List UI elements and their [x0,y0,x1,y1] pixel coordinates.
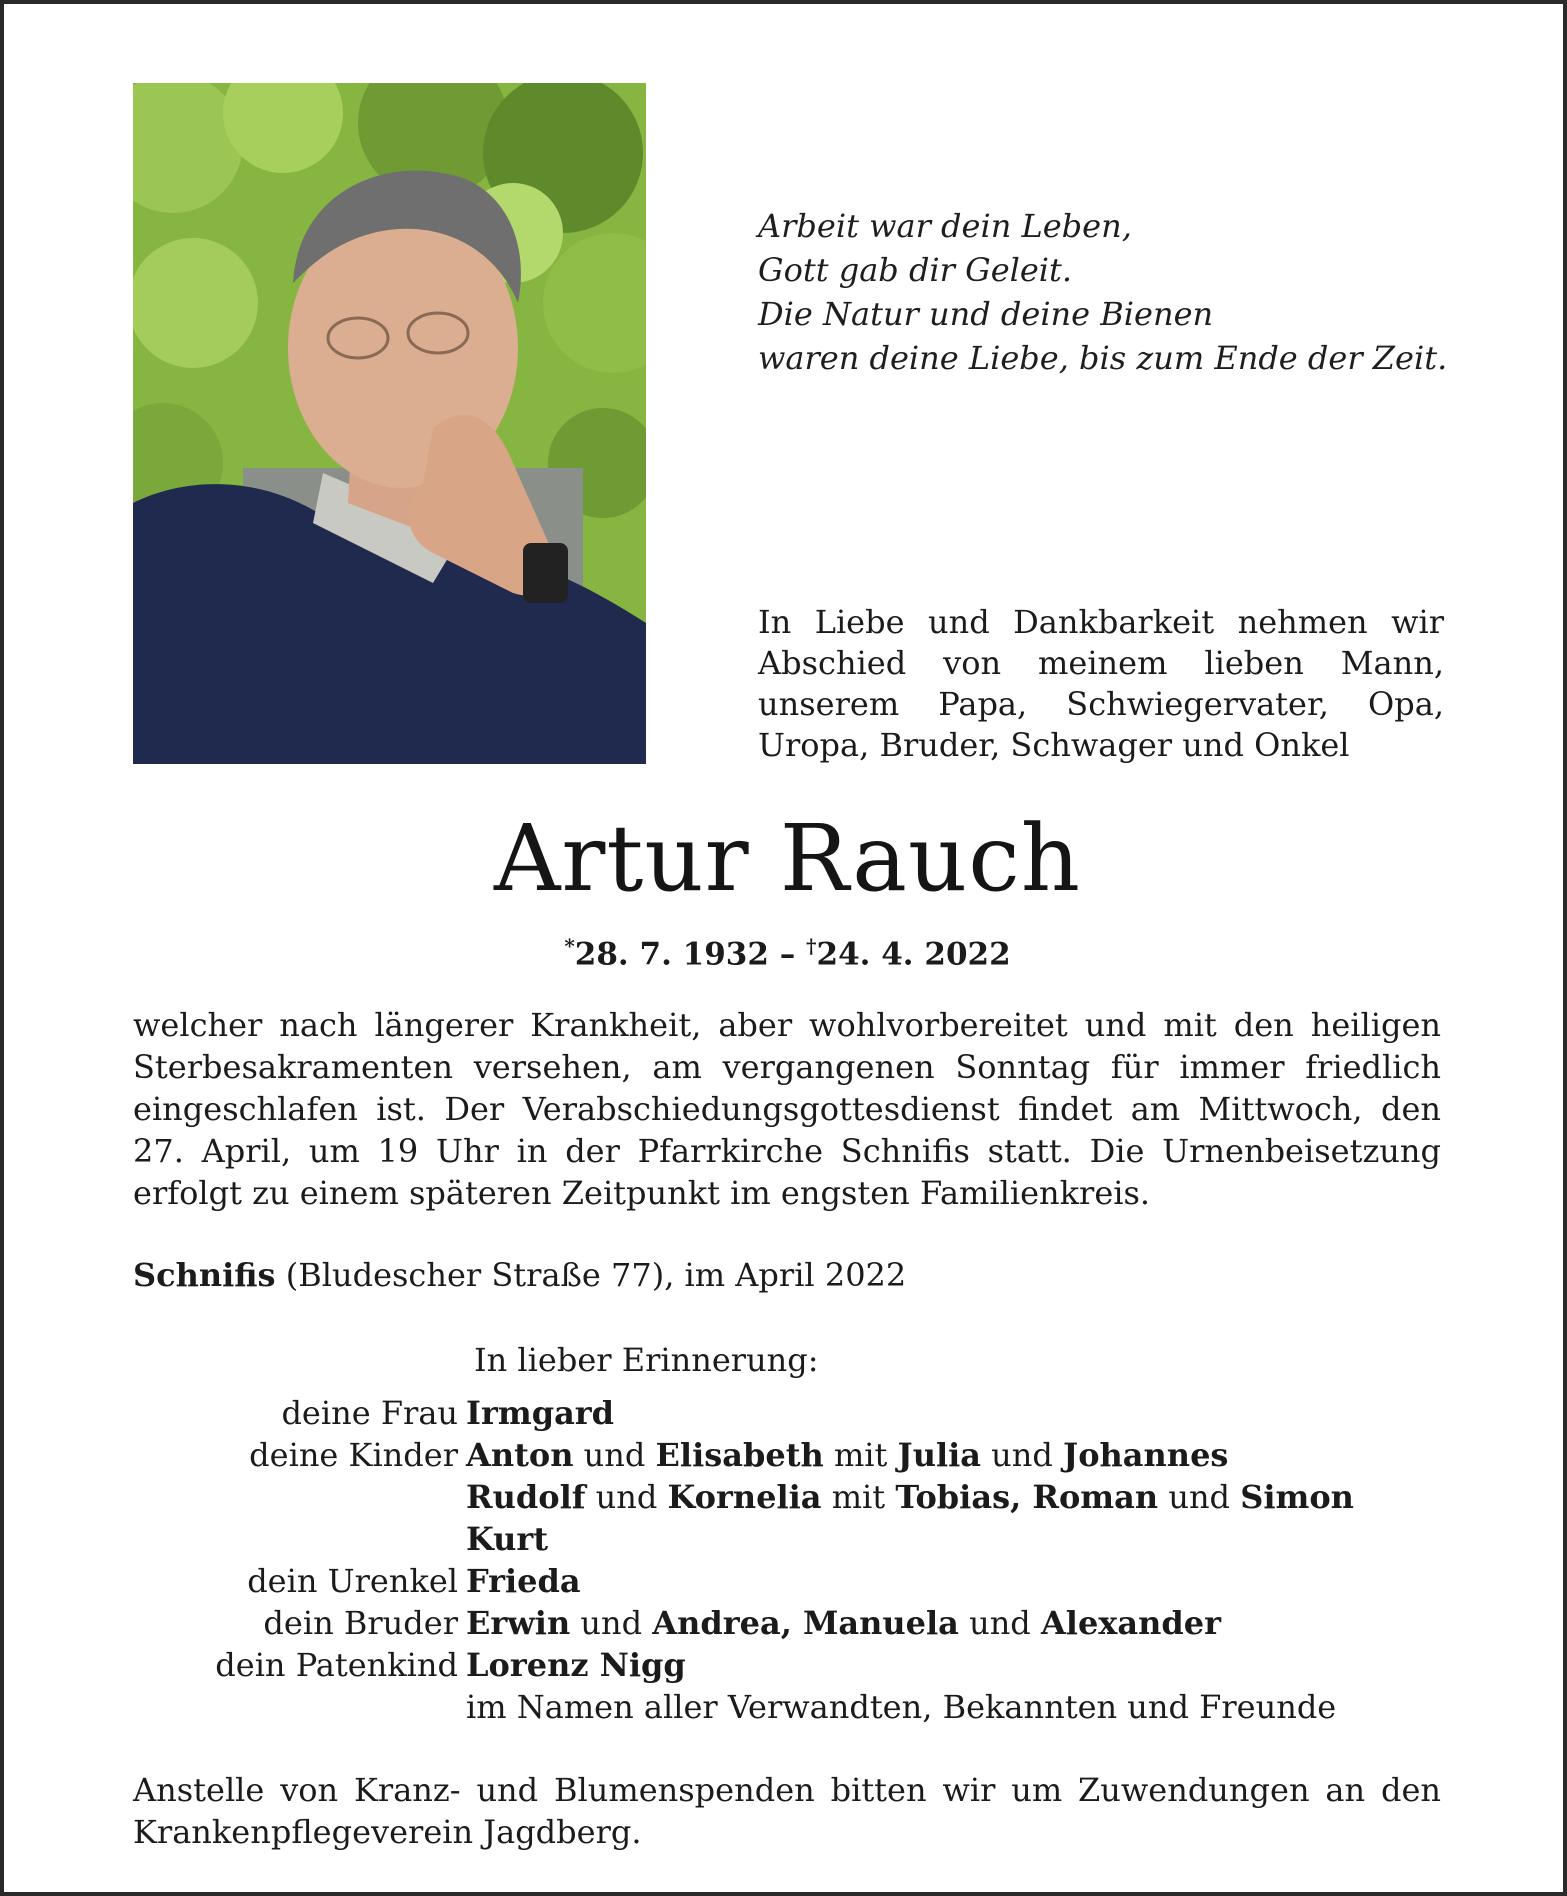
family-row [133,1602,1453,1644]
connector-text: und [573,1436,656,1474]
birth-mark: * [564,934,575,958]
family-member-name: Andrea, Manuela [652,1604,959,1642]
town-name: Schnifis [133,1256,276,1294]
family-relation [133,1476,466,1518]
death-mark: † [806,934,817,958]
family-names [466,1518,1453,1560]
family-member-name: Elisabeth [655,1436,824,1474]
family-member-name: Rudolf [466,1478,586,1516]
memorial-poem [758,204,1447,380]
family-member-name: Kornelia [667,1478,822,1516]
family-row [133,1686,1453,1728]
connector-text: mit [821,1478,896,1516]
family-relation: deine Frau [281,1394,458,1432]
family-relation: dein Urenkel [247,1562,458,1600]
family-list [133,1392,1453,1728]
portrait-illustration [133,83,646,764]
connector-text: und [585,1478,668,1516]
family-names [466,1560,1453,1602]
connector-text: und [570,1604,653,1642]
poem-line: Die Natur und deine Bienen [758,295,1214,333]
family-member-name: Julia [897,1436,981,1474]
connector-text: und [1158,1478,1241,1516]
poem-line: Gott gab dir Geleit. [758,251,1073,289]
birth-date: 28. 7. 1932 [574,936,769,973]
family-row [133,1434,1453,1476]
family-relation: deine Kinder [249,1436,458,1474]
connector-text: und [958,1604,1041,1642]
family-member-name: Erwin [466,1604,571,1642]
family-member-name: Irmgard [466,1394,615,1432]
family-row [133,1518,1453,1560]
family-row [133,1392,1453,1434]
family-member-name: Anton [466,1436,574,1474]
memory-heading: In lieber Erinnerung: [474,1341,819,1379]
poem-line: waren deine Liebe, bis zum Ende der Zeit. [758,339,1448,377]
family-member-name: Kurt [466,1520,549,1558]
death-date: 24. 4. 2022 [816,936,1011,973]
family-names [466,1476,1453,1518]
connector-text: mit [823,1436,898,1474]
family-relation [133,1686,466,1728]
deceased-name: Artur Rauch [493,805,1082,912]
family-names [466,1644,1453,1686]
date-separator: – [768,936,807,973]
family-row [133,1644,1453,1686]
poem-line: Arbeit war dein Leben, [758,207,1132,245]
portrait-photo [133,83,646,764]
family-member-name: Frieda [466,1562,581,1600]
family-row [133,1476,1453,1518]
family-names [466,1434,1453,1476]
family-names [466,1686,1453,1728]
donation-note: Anstelle von Kranz- und Blumenspenden bitten wir um Zuwendungen an den Krankenpflegeverein Jagdberg. [133,1771,1441,1851]
family-member-name: Lorenz Nigg [466,1646,686,1684]
family-member-name: Tobias, Roman [895,1478,1159,1516]
farewell-intro: In Liebe und Dankbarkeit nehmen wir Abschied von meinem lieben Mann, unserem Papa, Schwiegervater, Opa, Uropa, Bruder, Schwager und Onkel [758,603,1444,764]
family-member-name: Alexander [1040,1604,1221,1642]
family-names [466,1602,1453,1644]
family-member-name: Simon [1240,1478,1354,1516]
family-names [466,1392,1453,1434]
place-and-date [133,1254,906,1296]
address-and-month: (Bludescher Straße 77), im April 2022 [275,1256,907,1294]
connector-text: im Namen aller Verwandten, Bekannten und Freunde [466,1688,1337,1726]
family-relation: dein Patenkind [215,1646,458,1684]
connector-text: und [981,1436,1064,1474]
family-member-name: Johannes [1063,1436,1229,1474]
life-dates [4,934,1567,972]
family-relation [133,1518,466,1560]
family-row [133,1560,1453,1602]
family-relation: dein Bruder [263,1604,458,1642]
announcement-text: welcher nach längerer Krankheit, aber wohlvorbereitet und mit den heiligen Sterbesakramenten versehen, am vergangenen Sonntag für immer friedlich eingeschlafen ist. Der Verabschiedungsgottesdienst findet am Mittwoch, den 27. April, um 19 Uhr in der Pfarrkirche Schnifis statt. Die Urnenbeisetzung erfolgt zu einem späteren Zeitpunkt im engsten Familienkreis. [133,1006,1441,1212]
